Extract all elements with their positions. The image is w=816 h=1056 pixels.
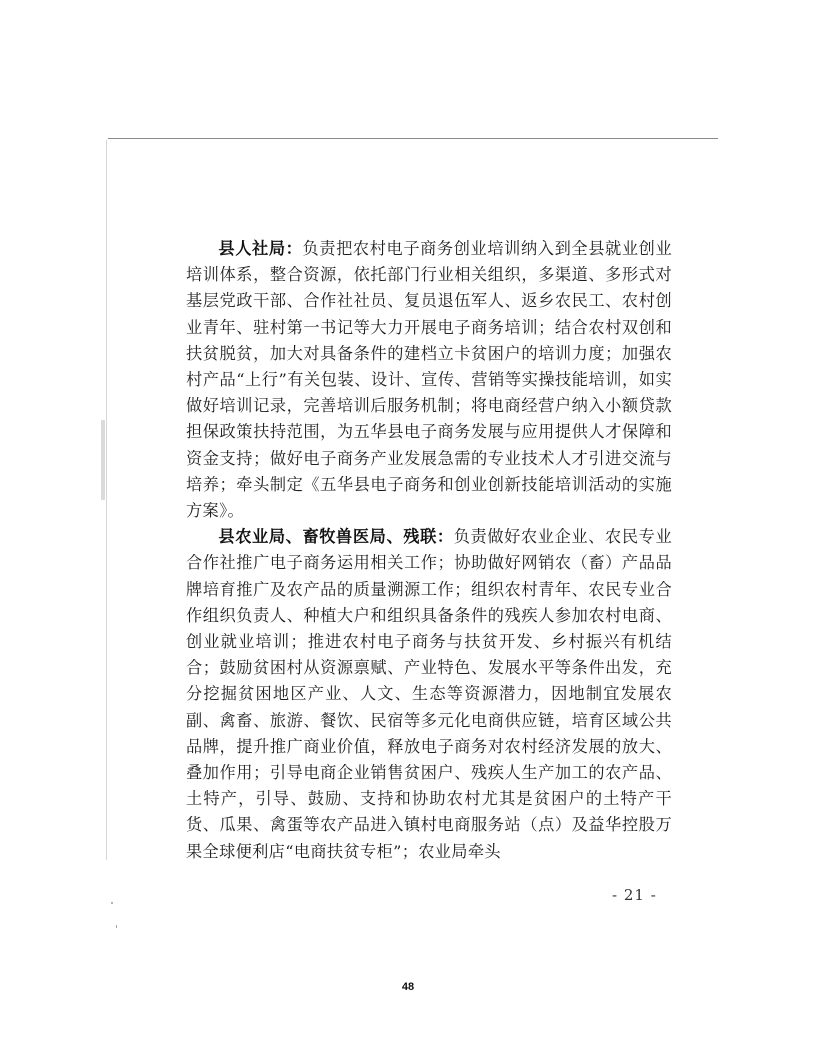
paragraph-text: 负责把农村电子商务创业培训纳入到全县就业创业培训体系，整合资源，依托部门行业相关组织，多渠道、多形式对基层党政干部、合作社社员、复员退伍军人、返乡农民工、农村创业青年、驻村第一书记等大力开展电子商务培训；结合农村双创和扶贫脱贫，加大对具备条件的建档立卡贫困户的培训力度；加强农村产品“上行”有关包装、设计、宣传、营销等实操技能培训，如实做好培训记录，完善培训后服务机制；将电商经营户纳入小额贷款担保政策扶持范围，为五华县电子商务发展与应用提供人才保障和资金支持；做好电子商务产业发展急需的专业技术人才引进交流与培养；牵头制定《五华县电子商务和创业创新技能培训活动的实施方案》。 (186, 239, 673, 521)
paragraph-lead: 县人社局： (218, 239, 303, 258)
header-rule (108, 138, 718, 139)
footer-page-number: 48 (401, 981, 415, 993)
scan-speck (111, 902, 113, 904)
paragraph-lead: 县农业局、畜牧兽医局、残联： (218, 527, 454, 547)
scan-edge-mark (101, 420, 105, 500)
scan-speck (116, 925, 117, 928)
page-number: - 21 - (612, 886, 657, 904)
paragraph-text: 负责做好农业企业、农民专业合作社推广电子商务运用相关工作；协助做好网销农（畜）产品品牌培育推广及农产品的质量溯源工作；组织农村青年、农民专业合作组织负责人、种植大户和组织具备条件的残疾人参加农村电商、创业就业培训；推进农村电子商务与扶贫开发、乡村振兴有机结合；鼓励贫困村从资源禀赋、产业特色、发展水平等条件出发，充分挖掘贫困地区产业、人文、生态等资源潜力，因地制宜发展农副、禽畜、旅游、餐饮、民宿等多元化电商供应链，培育区域公共品牌，提升推广商业价值，释放电子商务对农村经济发展的放大、叠加作用；引导电商企业销售贫困户、残疾人生产加工的农产品、土特产，引导、鼓励、支持和协助农村尤其是贫困户的土特产干货、瓜果、禽蛋等农产品进入镇村电商服务站（点）及益华控股万果全球便利店“电商扶贫专柜”；农业局牵头 (186, 527, 672, 861)
paragraph-county-agriculture-bureau (186, 524, 672, 865)
paragraph-county-hr-bureau (186, 236, 672, 524)
document-body (186, 236, 672, 865)
scan-left-edge (106, 140, 107, 860)
